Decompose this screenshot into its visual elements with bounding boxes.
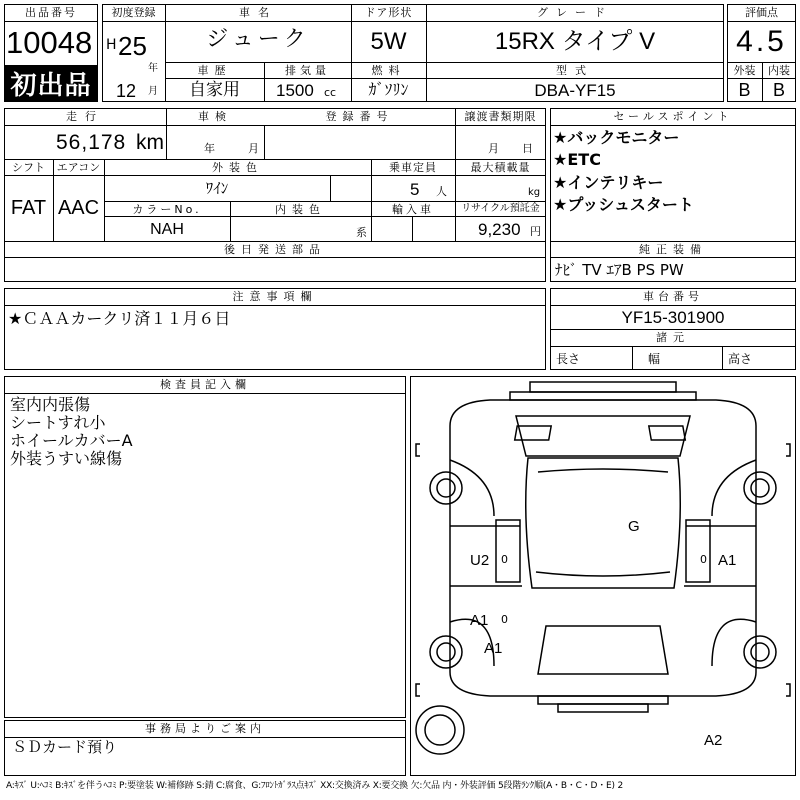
door-label: ドア形状 [364,6,413,19]
inspection-label: 車検 [198,110,232,123]
shift: FAT [10,197,47,219]
damage-code-a1-right: A1 [718,552,737,569]
damage-code-a1-left: A1 [470,612,489,629]
car-damage-diagram [410,376,796,776]
height-label: 高さ [728,352,753,366]
max-load-label: 最大積載量 [470,161,531,174]
damage-code-a1-wheel: A1 [484,640,503,657]
inspector-note-3: ホイールカバーA [10,431,133,450]
aircon: AAC [57,197,100,219]
mileage-unit: km [136,131,164,154]
caution-text: ★ＣＡＡカークリ済１１月６日 [8,309,231,328]
aircon-label: エアコン [56,161,101,174]
sales-point-1: ★バックモニター [553,128,680,147]
inspector-label: 検査員記入欄 [160,378,250,391]
chassis-number: YF15-301900 [621,308,725,327]
score: 4.5 [736,25,787,58]
car-name-label: 車名 [239,6,277,19]
legend-text: A:ｷｽﾞ U:ﾍｺﾐ B:ｷｽﾞを伴うﾍｺﾐ P:要塗装 W:補修跡 S:錆 C:腐食、G:ﾌﾛﾝﾄｶﾞﾗｽ点ｷｽﾞ XX:交換済み X:要交換 欠:欠品 内・外装評価 5段階ﾗﾝｸ順(A・B・C・D・E) 2 [6,781,624,791]
first-listing-badge: 初出品 [5,65,97,101]
plate-label: 登録番号 [325,110,394,123]
recycle-fee-unit: 円 [530,225,541,238]
grade-label: グレード [537,6,613,19]
transfer-day-unit: 日 [522,142,533,155]
car-name: ジューク [206,27,310,52]
transfer-deadline-label: 譲渡書類期限 [464,110,537,123]
damage-code-g: G [628,518,640,535]
inspection-month-unit: 月 [248,142,259,155]
seats: 5 [410,180,420,199]
exterior-color: ﾜｲﾝ [205,179,229,197]
first-reg-label: 初度登録 [111,6,156,19]
max-load-unit: kg [528,187,541,198]
seats-unit: 人 [436,185,447,198]
mark-o-2: 0 [700,553,707,566]
model-code: DBA-YF15 [534,81,616,100]
history-label: 車歴 [197,64,232,77]
length-label: 長さ [556,352,581,366]
seats-label: 乗車定員 [389,161,437,174]
mileage: 56,178 [56,131,127,154]
import-label: 輸入車 [392,203,434,216]
month-unit: 月 [148,86,158,97]
damage-code-u2: U2 [470,552,490,569]
inspector-note-4: 外装うすい線傷 [10,449,123,468]
sales-point-label: セールスポイント [613,110,733,123]
inspector-note-1: 室内内張傷 [10,395,91,414]
grade: 15RX タイプ V [494,28,656,55]
recycle-fee: 9,230 [478,220,521,239]
era-mark: H [106,37,117,53]
later-parts-label: 後日発送部品 [224,243,326,256]
sales-point-3: ★インテリキー [553,173,664,192]
color-no: NAH [150,221,184,238]
displacement-unit: cc [324,86,337,99]
sales-point-4: ★プッシュスタート [553,195,694,214]
chassis-label: 車台番号 [643,290,703,303]
reg-year: 25 [118,31,147,61]
door-type: 5W [370,28,407,55]
fuel: ｶﾞｿﾘﾝ [368,80,409,99]
inspection-year-unit: 年 [204,142,215,155]
mileage-label: 走行 [66,110,104,123]
width-label: 幅 [648,352,661,366]
history: 自家用 [189,80,240,100]
inspector-note-2: シートすれ小 [10,413,106,432]
displacement-label: 排気量 [285,64,330,77]
interior-label: 内装 [768,64,790,77]
office-notice-label: 事務局よりご案内 [145,722,265,735]
caution-label: 注意事項欄 [232,290,318,303]
exterior-grade: B [738,80,751,100]
transfer-month-unit: 月 [488,142,499,155]
exterior-label: 外装 [733,64,756,77]
mark-o-3: 0 [501,613,508,626]
reg-month: 12 [116,81,137,101]
spec-label: 諸元 [656,331,690,344]
sales-point-2: ★ETC [553,150,601,169]
fuel-label: 燃料 [371,64,406,77]
damage-code-a2: A2 [704,732,723,749]
interior-color-label: 内装色 [275,203,326,216]
interior-color-unit: 系 [356,226,367,239]
recycle-fee-label: リサイクル預託金 [461,203,540,214]
equipment: ﾅﾋﾞ TV ｴｱB PS PW [555,261,684,279]
lot-number: 10048 [6,25,93,60]
lot-number-label: 出品番号 [25,6,77,19]
office-notice-text: ＳＤカード預り [12,738,118,756]
mark-o-1: 0 [501,553,508,566]
equipment-label: 純正装備 [639,243,707,256]
color-no-label: カラーNo. [132,203,202,216]
year-unit: 年 [148,63,158,74]
score-label: 評価点 [745,6,778,19]
displacement: 1500 [276,81,314,100]
exterior-color-label: 外装色 [212,161,263,174]
interior-grade: B [772,80,785,100]
shift-label: シフト [12,161,45,174]
model-label: 型式 [556,64,594,77]
